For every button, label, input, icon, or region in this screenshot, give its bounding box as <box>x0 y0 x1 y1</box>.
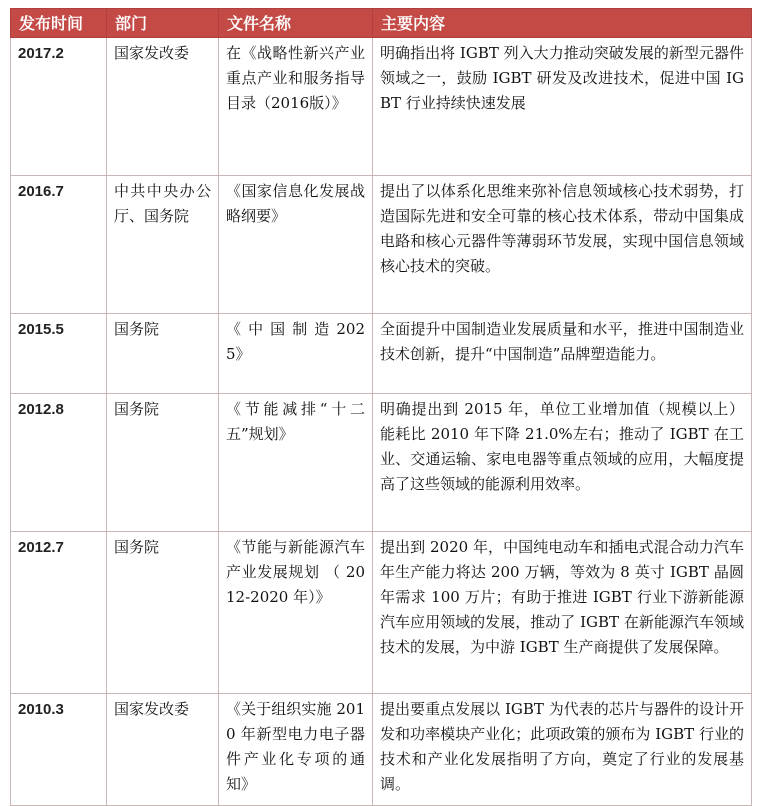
header-row <box>11 9 752 38</box>
cell-department: 国务院 <box>107 314 219 394</box>
cell-date: 2016.7 <box>11 176 107 314</box>
cell-content: 提出到 2020 年，中国纯电动车和插电式混合动力汽车年生产能力将达 200 万辆，等效为 8 英寸 IGBT 晶圆年需求 100 万片；有助于推进 IGBT 行业下游新能源汽车应用领域的发展，推动了 IGBT 在新能源汽车领域技术的发展，为中游 IGBT 生产商提供了发展保障。 <box>373 532 752 694</box>
cell-department: 国家发改委 <box>107 694 219 806</box>
table-row <box>11 314 752 394</box>
cell-document: 《国家信息化发展战略纲要》 <box>219 176 373 314</box>
cell-content: 提出要重点发展以 IGBT 为代表的芯片与器件的设计开发和功率模块产业化；此项政策的颁布为 IGBT 行业的技术和产业化发展指明了方向，奠定了行业的发展基调。 <box>373 694 752 806</box>
table-row <box>11 694 752 806</box>
cell-date: 2015.5 <box>11 314 107 394</box>
cell-department: 国家发改委 <box>107 38 219 176</box>
cell-document: 《节能减排“十二五”规划》 <box>219 394 373 532</box>
cell-date: 2010.3 <box>11 694 107 806</box>
header-document: 文件名称 <box>219 9 373 38</box>
cell-department: 国务院 <box>107 394 219 532</box>
cell-date: 2012.7 <box>11 532 107 694</box>
cell-content: 提出了以体系化思维来弥补信息领域核心技术弱势，打造国际先进和安全可靠的核心技术体系，带动中国集成电路和核心元器件等薄弱环节发展，实现中国信息领域核心技术的突破。 <box>373 176 752 314</box>
header-content: 主要内容 <box>373 9 752 38</box>
table-row <box>11 532 752 694</box>
table-row <box>11 176 752 314</box>
cell-document: 在《战略性新兴产业重点产业和服务指导目录（2016版）》 <box>219 38 373 176</box>
cell-content: 明确指出将 IGBT 列入大力推动突破发展的新型元器件领域之一，鼓励 IGBT 研发及改进技术，促进中国 IGBT 行业持续快速发展 <box>373 38 752 176</box>
cell-document: 《 中 国 制 造 2025》 <box>219 314 373 394</box>
policy-table <box>10 8 752 806</box>
cell-department: 中共中央办公厅、国务院 <box>107 176 219 314</box>
cell-document: 《节能与新能源汽车产业发展规划 （ 2012-2020 年）》 <box>219 532 373 694</box>
cell-date: 2012.8 <box>11 394 107 532</box>
table-row <box>11 38 752 176</box>
cell-content: 全面提升中国制造业发展质量和水平，推进中国制造业技术创新，提升“中国制造”品牌塑造能力。 <box>373 314 752 394</box>
cell-document: 《关于组织实施 2010 年新型电力电子器件产业化专项的通知》 <box>219 694 373 806</box>
header-date: 发布时间 <box>11 9 107 38</box>
cell-date: 2017.2 <box>11 38 107 176</box>
table-row <box>11 394 752 532</box>
cell-department: 国务院 <box>107 532 219 694</box>
header-department: 部门 <box>107 9 219 38</box>
cell-content: 明确提出到 2015 年，单位工业增加值（规模以上） 能耗比 2010 年下降 21.0%左右；推动了 IGBT 在工业、交通运输、家电电器等重点领域的应用，大幅度提高了这些领域的能源利用效率。 <box>373 394 752 532</box>
